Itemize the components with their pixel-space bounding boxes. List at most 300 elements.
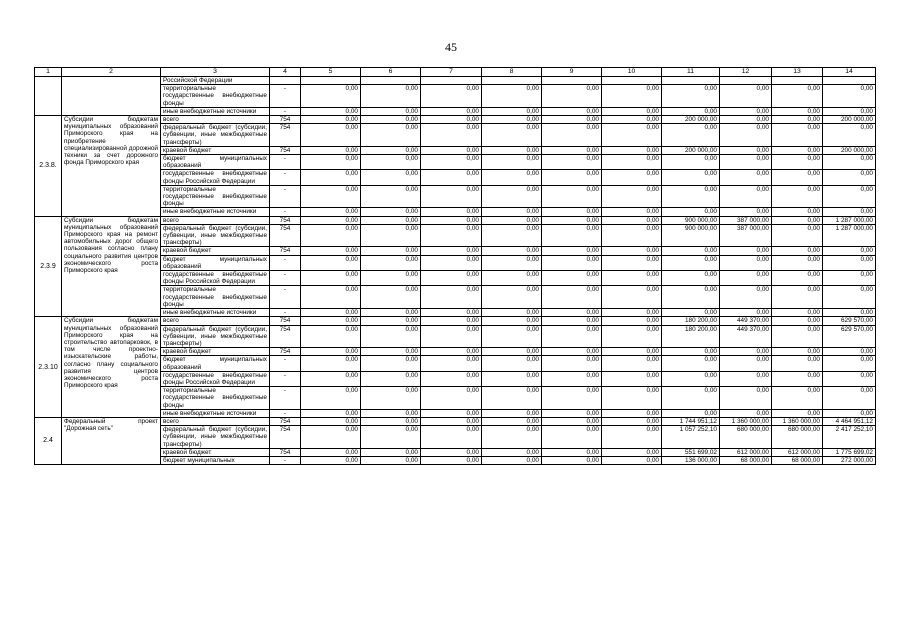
amount-cell: 0,00: [772, 247, 823, 255]
amount-cell: 0,00: [720, 116, 772, 124]
funding-source: государственные внебюджетные фонды Российской Федерации: [161, 271, 270, 286]
amount-cell: 0,00: [361, 155, 421, 170]
amount-cell: 1 360 000,00: [772, 417, 823, 425]
amount-cell: 680 000,00: [772, 426, 823, 449]
column-header: 12: [720, 68, 772, 77]
amount-cell: 0,00: [361, 426, 421, 449]
table-row: [35, 77, 876, 85]
amount-cell: 0,00: [542, 85, 602, 108]
amount-cell: 0,00: [772, 208, 823, 216]
amount-cell: 0,00: [482, 224, 542, 247]
amount-cell: 0,00: [421, 85, 482, 108]
amount-cell: 0,00: [772, 255, 823, 270]
amount-cell: 0,00: [823, 387, 876, 410]
amount-cell: 0,00: [482, 325, 542, 348]
amount-cell: 0,00: [301, 247, 361, 255]
amount-cell: 0,00: [602, 309, 662, 317]
funding-source: бюджет муниципальных: [161, 456, 270, 464]
amount-cell: 0,00: [720, 309, 772, 317]
amount-cell: 0,00: [421, 146, 482, 154]
amount-cell: [301, 77, 361, 85]
table-row: [35, 325, 876, 348]
amount-cell: 0,00: [662, 124, 720, 147]
amount-cell: 0,00: [361, 85, 421, 108]
amount-cell: 0,00: [482, 255, 542, 270]
amount-cell: 0,00: [602, 124, 662, 147]
amount-cell: 0,00: [361, 224, 421, 247]
amount-cell: 387 000,00: [720, 224, 772, 247]
amount-cell: 0,00: [361, 371, 421, 386]
amount-cell: 0,00: [823, 371, 876, 386]
amount-cell: 0,00: [662, 309, 720, 317]
amount-cell: 0,00: [542, 325, 602, 348]
gr-code: -: [270, 271, 301, 286]
amount-cell: 0,00: [602, 224, 662, 247]
amount-cell: 0,00: [542, 409, 602, 417]
table-row: [35, 371, 876, 386]
amount-cell: 0,00: [602, 456, 662, 464]
gr-code: -: [270, 356, 301, 371]
amount-cell: 0,00: [361, 409, 421, 417]
amount-cell: 0,00: [602, 255, 662, 270]
table-row: [35, 356, 876, 371]
amount-cell: 0,00: [482, 348, 542, 356]
amount-cell: 0,00: [482, 317, 542, 325]
funding-source: всего: [161, 116, 270, 124]
amount-cell: 0,00: [772, 107, 823, 115]
amount-cell: 900 000,00: [662, 224, 720, 247]
amount-cell: 0,00: [602, 417, 662, 425]
amount-cell: 0,00: [542, 155, 602, 170]
table-row: [35, 170, 876, 185]
amount-cell: 0,00: [772, 124, 823, 147]
amount-cell: 0,00: [482, 146, 542, 154]
amount-cell: 0,00: [542, 286, 602, 309]
amount-cell: 0,00: [421, 124, 482, 147]
amount-cell: 200 000,00: [823, 116, 876, 124]
table-row: [35, 387, 876, 410]
amount-cell: 0,00: [361, 216, 421, 224]
table-row: [35, 448, 876, 456]
amount-cell: 449 370,00: [720, 317, 772, 325]
gr-code: -: [270, 387, 301, 410]
amount-cell: 0,00: [421, 116, 482, 124]
row-code: 2.3.10: [35, 317, 62, 418]
amount-cell: 0,00: [301, 170, 361, 185]
funding-source: Российской Федерации: [161, 77, 270, 85]
amount-cell: 0,00: [301, 255, 361, 270]
amount-cell: 0,00: [772, 309, 823, 317]
amount-cell: 0,00: [542, 208, 602, 216]
amount-cell: 0,00: [301, 155, 361, 170]
amount-cell: 0,00: [772, 271, 823, 286]
amount-cell: 0,00: [421, 155, 482, 170]
amount-cell: 0,00: [542, 116, 602, 124]
gr-code: 754: [270, 146, 301, 154]
amount-cell: 0,00: [602, 271, 662, 286]
amount-cell: 0,00: [361, 208, 421, 216]
amount-cell: 0,00: [482, 417, 542, 425]
amount-cell: 0,00: [602, 85, 662, 108]
gr-code: -: [270, 456, 301, 464]
amount-cell: 0,00: [421, 247, 482, 255]
amount-cell: 0,00: [301, 146, 361, 154]
amount-cell: 0,00: [542, 271, 602, 286]
amount-cell: 0,00: [542, 356, 602, 371]
amount-cell: 0,00: [301, 85, 361, 108]
amount-cell: 0,00: [421, 309, 482, 317]
table-row: [35, 255, 876, 270]
amount-cell: 0,00: [482, 124, 542, 147]
amount-cell: 2 417 252,10: [823, 426, 876, 449]
amount-cell: 0,00: [542, 309, 602, 317]
funding-source: территориальные государственные внебюджетные фонды: [161, 387, 270, 410]
column-header: 8: [482, 68, 542, 77]
funding-source: всего: [161, 317, 270, 325]
amount-cell: 0,00: [301, 448, 361, 456]
gr-code: -: [270, 170, 301, 185]
amount-cell: 0,00: [823, 247, 876, 255]
header-row: [35, 68, 876, 77]
amount-cell: 0,00: [542, 170, 602, 185]
amount-cell: 0,00: [823, 356, 876, 371]
amount-cell: 0,00: [823, 85, 876, 108]
amount-cell: 0,00: [602, 387, 662, 410]
amount-cell: 0,00: [720, 107, 772, 115]
amount-cell: 0,00: [482, 387, 542, 410]
amount-cell: 0,00: [720, 371, 772, 386]
amount-cell: 0,00: [823, 170, 876, 185]
table-row: [35, 85, 876, 108]
amount-cell: 0,00: [662, 255, 720, 270]
funding-source: всего: [161, 417, 270, 425]
amount-cell: 200 000,00: [662, 146, 720, 154]
amount-cell: 0,00: [720, 387, 772, 410]
amount-cell: [823, 77, 876, 85]
gr-code: -: [270, 85, 301, 108]
amount-cell: 612 000,00: [772, 448, 823, 456]
amount-cell: 0,00: [482, 271, 542, 286]
amount-cell: 449 370,00: [720, 325, 772, 348]
column-header: 13: [772, 68, 823, 77]
amount-cell: 0,00: [361, 185, 421, 208]
amount-cell: 0,00: [602, 146, 662, 154]
amount-cell: 0,00: [542, 247, 602, 255]
table-row: [35, 286, 876, 309]
measure-name: Федеральный проект "Дорожная сеть": [62, 417, 161, 464]
amount-cell: 0,00: [482, 85, 542, 108]
funding-source: территориальные государственные внебюджетные фонды: [161, 85, 270, 108]
amount-cell: 0,00: [482, 185, 542, 208]
amount-cell: 0,00: [301, 124, 361, 147]
column-header: 4: [270, 68, 301, 77]
amount-cell: 0,00: [720, 356, 772, 371]
amount-cell: 0,00: [361, 116, 421, 124]
amount-cell: 1 057 252,10: [662, 426, 720, 449]
gr-code: 754: [270, 317, 301, 325]
column-header: 1: [35, 68, 62, 77]
amount-cell: 0,00: [662, 208, 720, 216]
amount-cell: 0,00: [482, 309, 542, 317]
amount-cell: 0,00: [720, 348, 772, 356]
column-header: 7: [421, 68, 482, 77]
amount-cell: 0,00: [720, 271, 772, 286]
amount-cell: 0,00: [602, 348, 662, 356]
amount-cell: 0,00: [542, 417, 602, 425]
amount-cell: 0,00: [602, 317, 662, 325]
amount-cell: 0,00: [602, 448, 662, 456]
amount-cell: 0,00: [482, 409, 542, 417]
amount-cell: 0,00: [602, 185, 662, 208]
funding-source: бюджет муниципальных образований: [161, 356, 270, 371]
gr-code: 754: [270, 325, 301, 348]
funding-source: краевой бюджет: [161, 247, 270, 255]
amount-cell: [542, 77, 602, 85]
amount-cell: 0,00: [361, 356, 421, 371]
amount-cell: 0,00: [542, 371, 602, 386]
gr-code: 754: [270, 124, 301, 147]
gr-code: 754: [270, 216, 301, 224]
amount-cell: 0,00: [361, 309, 421, 317]
gr-code: -: [270, 371, 301, 386]
amount-cell: 0,00: [662, 155, 720, 170]
column-header: 2: [62, 68, 161, 77]
amount-cell: [482, 77, 542, 85]
gr-code: -: [270, 185, 301, 208]
funding-source: государственные внебюджетные фонды Российской Федерации: [161, 170, 270, 185]
amount-cell: 0,00: [301, 107, 361, 115]
amount-cell: 0,00: [301, 309, 361, 317]
amount-cell: 0,00: [772, 409, 823, 417]
amount-cell: 0,00: [361, 271, 421, 286]
amount-cell: 0,00: [301, 216, 361, 224]
amount-cell: 0,00: [361, 448, 421, 456]
gr-code: 754: [270, 448, 301, 456]
amount-cell: 0,00: [662, 356, 720, 371]
amount-cell: 0,00: [720, 286, 772, 309]
amount-cell: 136 000,00: [662, 456, 720, 464]
amount-cell: 0,00: [772, 185, 823, 208]
amount-cell: 0,00: [482, 208, 542, 216]
amount-cell: 900 000,00: [662, 216, 720, 224]
amount-cell: 1 744 951,12: [662, 417, 720, 425]
amount-cell: 0,00: [823, 185, 876, 208]
funding-source: всего: [161, 216, 270, 224]
amount-cell: 680 000,00: [720, 426, 772, 449]
amount-cell: 0,00: [542, 456, 602, 464]
amount-cell: 0,00: [823, 155, 876, 170]
funding-source: территориальные государственные внебюджетные фонды: [161, 286, 270, 309]
table-row: [35, 456, 876, 464]
amount-cell: 0,00: [720, 155, 772, 170]
amount-cell: 0,00: [542, 426, 602, 449]
amount-cell: 0,00: [720, 409, 772, 417]
amount-cell: 0,00: [662, 247, 720, 255]
table-row: [35, 124, 876, 147]
amount-cell: [421, 77, 482, 85]
amount-cell: 0,00: [662, 286, 720, 309]
funding-source: краевой бюджет: [161, 448, 270, 456]
amount-cell: 0,00: [720, 247, 772, 255]
amount-cell: 0,00: [361, 417, 421, 425]
amount-cell: 0,00: [361, 255, 421, 270]
amount-cell: 0,00: [482, 155, 542, 170]
funding-source: федеральный бюджет (субсидии, субвенции, иные межбюджетные трансферты): [161, 325, 270, 348]
amount-cell: 0,00: [662, 348, 720, 356]
amount-cell: 0,00: [772, 116, 823, 124]
table-row: [35, 417, 876, 425]
amount-cell: 0,00: [602, 426, 662, 449]
amount-cell: 4 464 951,12: [823, 417, 876, 425]
gr-code: -: [270, 309, 301, 317]
table-row: [35, 426, 876, 449]
funding-source: иные внебюджетные источники: [161, 208, 270, 216]
amount-cell: 0,00: [602, 356, 662, 371]
gr-code: -: [270, 286, 301, 309]
amount-cell: 0,00: [602, 116, 662, 124]
amount-cell: 0,00: [482, 356, 542, 371]
amount-cell: 0,00: [421, 107, 482, 115]
amount-cell: 0,00: [602, 286, 662, 309]
amount-cell: 0,00: [301, 456, 361, 464]
amount-cell: 0,00: [421, 208, 482, 216]
amount-cell: 0,00: [662, 371, 720, 386]
amount-cell: 0,00: [482, 456, 542, 464]
amount-cell: [662, 77, 720, 85]
amount-cell: 0,00: [602, 409, 662, 417]
amount-cell: 0,00: [301, 409, 361, 417]
amount-cell: 0,00: [542, 124, 602, 147]
amount-cell: 0,00: [361, 170, 421, 185]
amount-cell: 0,00: [542, 448, 602, 456]
amount-cell: 0,00: [720, 85, 772, 108]
amount-cell: 180 200,00: [662, 317, 720, 325]
funding-source: краевой бюджет: [161, 146, 270, 154]
amount-cell: 612 000,00: [720, 448, 772, 456]
amount-cell: 0,00: [421, 426, 482, 449]
column-header: 3: [161, 68, 270, 77]
amount-cell: [720, 77, 772, 85]
amount-cell: 0,00: [301, 426, 361, 449]
amount-cell: 551 699,02: [662, 448, 720, 456]
amount-cell: 0,00: [421, 356, 482, 371]
amount-cell: 0,00: [772, 146, 823, 154]
funding-source: бюджет муниципальных образований: [161, 255, 270, 270]
gr-code: -: [270, 409, 301, 417]
amount-cell: 0,00: [421, 271, 482, 286]
table-row: [35, 317, 876, 325]
amount-cell: 0,00: [720, 255, 772, 270]
amount-cell: 0,00: [542, 185, 602, 208]
amount-cell: 0,00: [823, 271, 876, 286]
amount-cell: 1 287 000,00: [823, 224, 876, 247]
funding-source: иные внебюджетные источники: [161, 309, 270, 317]
table-row: [35, 224, 876, 247]
funding-source: бюджет муниципальных образований: [161, 155, 270, 170]
amount-cell: 0,00: [421, 448, 482, 456]
column-header: 10: [602, 68, 662, 77]
amount-cell: 0,00: [720, 208, 772, 216]
amount-cell: 0,00: [823, 348, 876, 356]
funding-source: федеральный бюджет (субсидии, субвенции, иные межбюджетные трансферты): [161, 224, 270, 247]
amount-cell: 0,00: [301, 271, 361, 286]
amount-cell: 0,00: [301, 208, 361, 216]
amount-cell: 0,00: [301, 325, 361, 348]
amount-cell: 0,00: [602, 155, 662, 170]
amount-cell: 0,00: [421, 417, 482, 425]
amount-cell: 0,00: [421, 456, 482, 464]
amount-cell: 0,00: [823, 255, 876, 270]
amount-cell: 0,00: [301, 348, 361, 356]
amount-cell: 0,00: [823, 107, 876, 115]
amount-cell: 0,00: [662, 185, 720, 208]
amount-cell: 200 000,00: [662, 116, 720, 124]
amount-cell: 200 000,00: [823, 146, 876, 154]
amount-cell: 0,00: [421, 387, 482, 410]
amount-cell: 0,00: [720, 124, 772, 147]
amount-cell: 0,00: [602, 216, 662, 224]
amount-cell: 1 287 000,00: [823, 216, 876, 224]
amount-cell: 0,00: [301, 356, 361, 371]
amount-cell: 0,00: [301, 286, 361, 309]
amount-cell: 0,00: [421, 170, 482, 185]
amount-cell: 68 000,00: [720, 456, 772, 464]
amount-cell: 0,00: [772, 371, 823, 386]
funding-source: территориальные государственные внебюджетные фонды: [161, 185, 270, 208]
amount-cell: 0,00: [301, 417, 361, 425]
amount-cell: 0,00: [772, 155, 823, 170]
amount-cell: 387 000,00: [720, 216, 772, 224]
amount-cell: 0,00: [421, 255, 482, 270]
amount-cell: 0,00: [421, 371, 482, 386]
funding-source: федеральный бюджет (субсидии, субвенции, иные межбюджетные трансферты): [161, 124, 270, 147]
table-row: [35, 409, 876, 417]
amount-cell: 0,00: [772, 286, 823, 309]
amount-cell: 0,00: [542, 255, 602, 270]
amount-cell: 180 200,00: [662, 325, 720, 348]
amount-cell: 0,00: [602, 208, 662, 216]
amount-cell: 0,00: [720, 185, 772, 208]
amount-cell: 0,00: [482, 170, 542, 185]
amount-cell: 0,00: [542, 224, 602, 247]
amount-cell: 0,00: [361, 247, 421, 255]
gr-code: 754: [270, 417, 301, 425]
amount-cell: 0,00: [482, 216, 542, 224]
table-row: [35, 155, 876, 170]
amount-cell: 0,00: [482, 371, 542, 386]
amount-cell: 0,00: [301, 317, 361, 325]
table-row: [35, 216, 876, 224]
amount-cell: 0,00: [482, 448, 542, 456]
measure-name: Субсидии бюджетам муниципальных образований Приморского края на строительство автопарковок, в том числе проектно-изыскательские работы, согласно плану социального развития центров экономического роста Приморского края: [62, 317, 161, 418]
column-header: 14: [823, 68, 876, 77]
funding-source: федеральный бюджет (субсидии, субвенции, иные межбюджетные трансферты): [161, 426, 270, 449]
table-row: [35, 247, 876, 255]
amount-cell: 0,00: [301, 224, 361, 247]
amount-cell: 0,00: [542, 216, 602, 224]
column-header: 9: [542, 68, 602, 77]
amount-cell: 0,00: [301, 387, 361, 410]
amount-cell: [602, 77, 662, 85]
gr-code: 754: [270, 348, 301, 356]
budget-table: [34, 67, 876, 465]
amount-cell: 0,00: [772, 317, 823, 325]
amount-cell: 0,00: [421, 317, 482, 325]
amount-cell: 0,00: [542, 317, 602, 325]
amount-cell: 0,00: [301, 371, 361, 386]
amount-cell: 0,00: [823, 309, 876, 317]
amount-cell: 0,00: [772, 325, 823, 348]
